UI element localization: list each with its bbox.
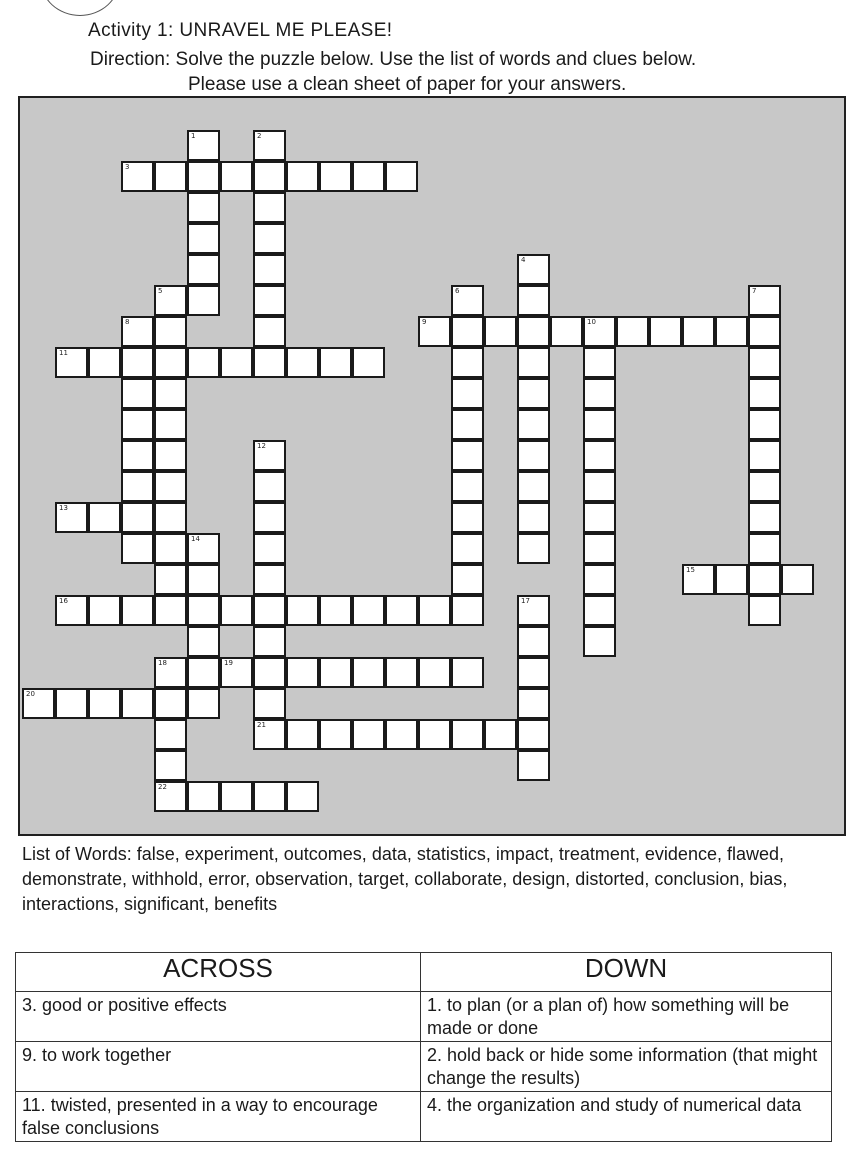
puzzle-cell: [154, 161, 187, 192]
clue-number: 11: [59, 349, 68, 357]
clue-number: 13: [59, 504, 68, 512]
puzzle-cell: [121, 595, 154, 626]
puzzle-cell: [253, 657, 286, 688]
puzzle-cell: [121, 347, 154, 378]
clue-number: 18: [158, 659, 167, 667]
puzzle-cell: [583, 471, 616, 502]
puzzle-cell: [220, 781, 253, 812]
down-clue: 2. hold back or hide some information (that might change the results): [421, 1042, 832, 1092]
clue-number: 12: [257, 442, 266, 450]
direction-text: Direction: Solve the puzzle below. Use the list of words and clues below.: [90, 49, 697, 70]
clue-number: 10: [587, 318, 596, 326]
puzzle-cell: [385, 595, 418, 626]
across-clue: 9. to work together: [16, 1042, 421, 1092]
puzzle-cell: [517, 533, 550, 564]
puzzle-cell: [418, 316, 451, 347]
puzzle-cell: [121, 533, 154, 564]
puzzle-cell: [583, 564, 616, 595]
puzzle-cell: [253, 223, 286, 254]
puzzle-cell: [517, 502, 550, 533]
puzzle-cell: [616, 316, 649, 347]
clue-number: 5: [158, 287, 163, 295]
puzzle-cell: [253, 533, 286, 564]
puzzle-cell: [88, 595, 121, 626]
clue-number: 9: [422, 318, 427, 326]
clue-number: 16: [59, 597, 68, 605]
puzzle-cell: [154, 533, 187, 564]
puzzle-cell: [517, 471, 550, 502]
puzzle-cell: [253, 130, 286, 161]
puzzle-cell: [583, 595, 616, 626]
puzzle-cell: [220, 657, 253, 688]
puzzle-cell: [55, 688, 88, 719]
clue-number: 6: [455, 287, 460, 295]
puzzle-cell: [583, 409, 616, 440]
puzzle-cell: [253, 192, 286, 223]
puzzle-cell: [220, 595, 253, 626]
puzzle-cell: [748, 564, 781, 595]
puzzle-cell: [550, 316, 583, 347]
puzzle-cell: [583, 440, 616, 471]
puzzle-cell: [187, 161, 220, 192]
puzzle-cell: [253, 595, 286, 626]
puzzle-cell: [451, 409, 484, 440]
puzzle-cell: [154, 440, 187, 471]
puzzle-cell: [154, 285, 187, 316]
puzzle-cell: [352, 161, 385, 192]
puzzle-cell: [187, 564, 220, 595]
puzzle-cell: [352, 595, 385, 626]
puzzle-cell: [517, 657, 550, 688]
puzzle-cell: [451, 347, 484, 378]
puzzle-cell: [187, 223, 220, 254]
clue-number: 14: [191, 535, 200, 543]
puzzle-cell: [517, 347, 550, 378]
across-header: ACROSS: [16, 953, 421, 992]
puzzle-cell: [517, 254, 550, 285]
puzzle-cell: [517, 409, 550, 440]
puzzle-cell: [517, 316, 550, 347]
puzzle-cell: [121, 409, 154, 440]
puzzle-cell: [187, 254, 220, 285]
puzzle-cell: [253, 719, 286, 750]
activity-title: Activity 1: UNRAVEL ME PLEASE!: [88, 20, 393, 41]
puzzle-cell: [583, 502, 616, 533]
crossword-grid: [18, 96, 846, 836]
down-clue: 1. to plan (or a plan of) how something will be made or done: [421, 992, 832, 1042]
puzzle-cell: [352, 657, 385, 688]
puzzle-cell: [748, 533, 781, 564]
clue-number: 8: [125, 318, 130, 326]
puzzle-cell: [121, 471, 154, 502]
puzzle-cell: [418, 657, 451, 688]
puzzle-cell: [385, 719, 418, 750]
puzzle-cell: [451, 378, 484, 409]
puzzle-cell: [154, 781, 187, 812]
puzzle-cell: [253, 564, 286, 595]
puzzle-cell: [748, 440, 781, 471]
puzzle-cell: [253, 316, 286, 347]
puzzle-cell: [517, 378, 550, 409]
puzzle-cell: [121, 688, 154, 719]
puzzle-cell: [121, 440, 154, 471]
puzzle-cell: [517, 285, 550, 316]
puzzle-cell: [451, 285, 484, 316]
puzzle-cell: [187, 285, 220, 316]
puzzle-cell: [154, 347, 187, 378]
puzzle-cell: [187, 595, 220, 626]
puzzle-cell: [385, 657, 418, 688]
puzzle-cell: [286, 347, 319, 378]
puzzle-cell: [286, 161, 319, 192]
puzzle-cell: [286, 595, 319, 626]
puzzle-cell: [451, 471, 484, 502]
puzzle-cell: [418, 595, 451, 626]
clue-row: [16, 1042, 832, 1092]
puzzle-cell: [352, 719, 385, 750]
puzzle-cell: [154, 378, 187, 409]
puzzle-cell: [187, 347, 220, 378]
puzzle-cell: [187, 781, 220, 812]
puzzle-cell: [88, 688, 121, 719]
puzzle-cell: [154, 750, 187, 781]
puzzle-cell: [55, 595, 88, 626]
puzzle-cell: [748, 285, 781, 316]
clue-number: 1: [191, 132, 196, 140]
instruction-text: Please use a clean sheet of paper for your answers.: [188, 74, 627, 95]
puzzle-cell: [319, 595, 352, 626]
puzzle-cell: [187, 130, 220, 161]
puzzle-cell: [451, 719, 484, 750]
puzzle-cell: [748, 595, 781, 626]
puzzle-cell: [319, 347, 352, 378]
puzzle-cell: [154, 564, 187, 595]
puzzle-cell: [484, 719, 517, 750]
puzzle-cell: [319, 719, 352, 750]
puzzle-cell: [748, 316, 781, 347]
puzzle-cell: [583, 378, 616, 409]
puzzle-cell: [253, 347, 286, 378]
puzzle-cell: [154, 657, 187, 688]
clue-number: 21: [257, 721, 266, 729]
down-clue: 4. the organization and study of numerical data: [421, 1092, 832, 1142]
puzzle-cell: [121, 502, 154, 533]
puzzle-cell: [451, 595, 484, 626]
clue-number: 2: [257, 132, 262, 140]
puzzle-cell: [451, 440, 484, 471]
puzzle-cell: [121, 316, 154, 347]
puzzle-cell: [253, 626, 286, 657]
puzzle-cell: [55, 347, 88, 378]
puzzle-cell: [187, 533, 220, 564]
puzzle-cell: [187, 657, 220, 688]
puzzle-cell: [451, 316, 484, 347]
puzzle-cell: [748, 409, 781, 440]
puzzle-cell: [154, 719, 187, 750]
puzzle-cell: [319, 161, 352, 192]
clue-number: 4: [521, 256, 526, 264]
puzzle-cell: [517, 440, 550, 471]
puzzle-cell: [748, 502, 781, 533]
puzzle-cell: [781, 564, 814, 595]
puzzle-cell: [154, 502, 187, 533]
puzzle-cell: [154, 316, 187, 347]
seal-outline: [40, 0, 120, 16]
puzzle-cell: [418, 719, 451, 750]
puzzle-cell: [121, 161, 154, 192]
puzzle-cell: [517, 719, 550, 750]
puzzle-cell: [517, 750, 550, 781]
across-clue: 3. good or positive effects: [16, 992, 421, 1042]
puzzle-cell: [319, 657, 352, 688]
puzzle-cell: [583, 533, 616, 564]
across-clue: 11. twisted, presented in a way to encourage false conclusions: [16, 1092, 421, 1142]
puzzle-cell: [286, 657, 319, 688]
puzzle-cell: [220, 347, 253, 378]
puzzle-cell: [253, 440, 286, 471]
clue-number: 20: [26, 690, 35, 698]
puzzle-cell: [583, 347, 616, 378]
puzzle-cell: [121, 378, 154, 409]
down-header: DOWN: [421, 953, 832, 992]
puzzle-cell: [286, 781, 319, 812]
puzzle-cell: [187, 688, 220, 719]
clue-number: 15: [686, 566, 695, 574]
puzzle-cell: [517, 626, 550, 657]
puzzle-cell: [253, 471, 286, 502]
puzzle-cell: [154, 409, 187, 440]
puzzle-cell: [154, 471, 187, 502]
puzzle-cell: [187, 192, 220, 223]
puzzle-cell: [715, 564, 748, 595]
puzzle-cell: [484, 316, 517, 347]
puzzle-cell: [88, 347, 121, 378]
puzzle-cell: [451, 564, 484, 595]
puzzle-cell: [451, 502, 484, 533]
clue-number: 17: [521, 597, 530, 605]
clues-table: [15, 952, 832, 1142]
puzzle-cell: [22, 688, 55, 719]
clue-number: 3: [125, 163, 130, 171]
puzzle-cell: [154, 595, 187, 626]
puzzle-cell: [583, 626, 616, 657]
clue-number: 22: [158, 783, 167, 791]
puzzle-cell: [583, 316, 616, 347]
clue-row: [16, 992, 832, 1042]
puzzle-cell: [715, 316, 748, 347]
puzzle-cell: [253, 502, 286, 533]
puzzle-cell: [352, 347, 385, 378]
puzzle-cell: [253, 285, 286, 316]
puzzle-cell: [88, 502, 121, 533]
word-list: List of Words: false, experiment, outcomes, data, statistics, impact, treatment, evidence, flawed, demonstrate, withhold, error, observation, target, collaborate, design, distorted, conclusion, bias, interactions, significant, benefits: [22, 844, 788, 914]
puzzle-cell: [253, 161, 286, 192]
puzzle-cell: [748, 378, 781, 409]
clue-row: [16, 1092, 832, 1142]
puzzle-cell: [451, 657, 484, 688]
puzzle-cell: [748, 347, 781, 378]
puzzle-cell: [451, 533, 484, 564]
clue-number: 7: [752, 287, 757, 295]
puzzle-cell: [682, 316, 715, 347]
puzzle-cell: [220, 161, 253, 192]
puzzle-cell: [286, 719, 319, 750]
puzzle-cell: [517, 688, 550, 719]
clue-number: 19: [224, 659, 233, 667]
puzzle-cell: [187, 626, 220, 657]
puzzle-cell: [253, 254, 286, 285]
puzzle-cell: [154, 688, 187, 719]
puzzle-cell: [748, 471, 781, 502]
puzzle-cell: [253, 688, 286, 719]
puzzle-cell: [649, 316, 682, 347]
puzzle-cell: [55, 502, 88, 533]
puzzle-cell: [253, 781, 286, 812]
puzzle-cell: [385, 161, 418, 192]
puzzle-cell: [517, 595, 550, 626]
puzzle-cell: [682, 564, 715, 595]
